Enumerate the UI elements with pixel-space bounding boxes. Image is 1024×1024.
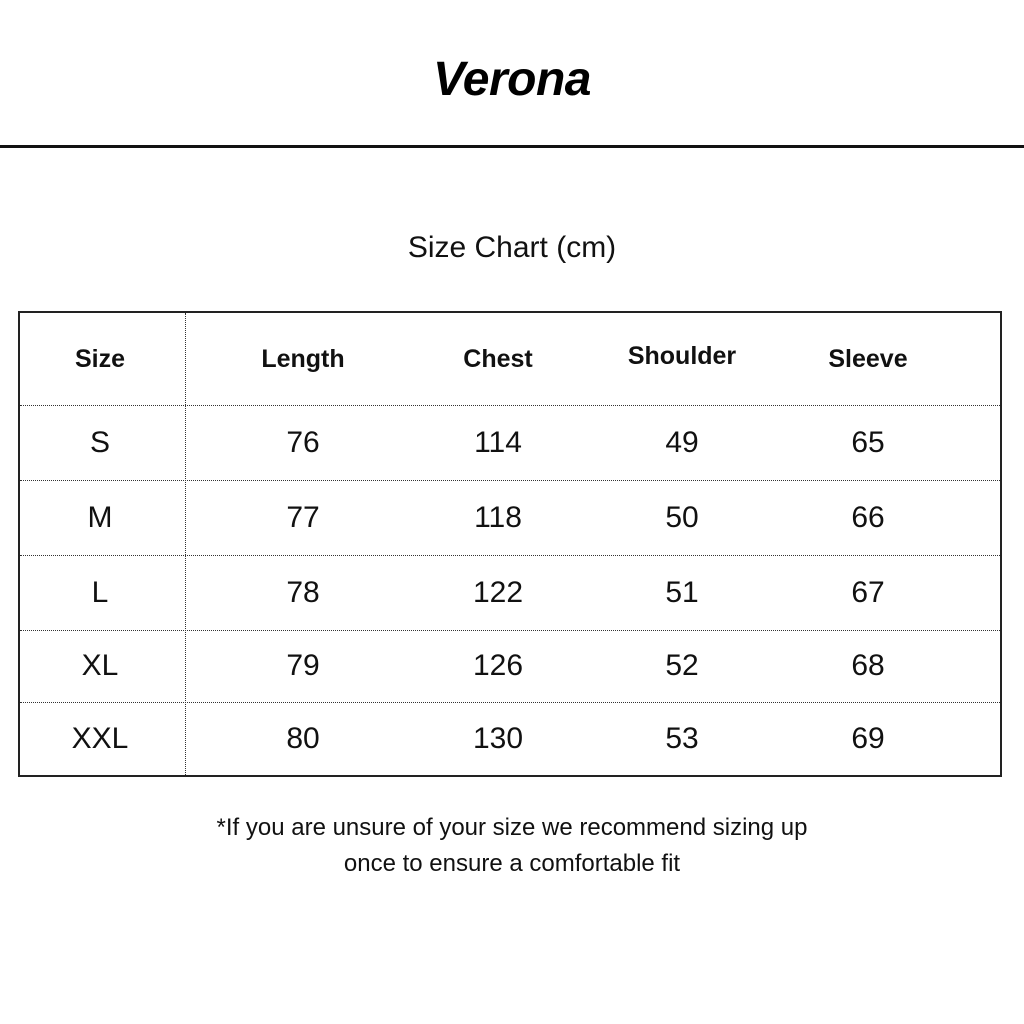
table-row bbox=[20, 702, 1000, 775]
cell-shoulder: 53 bbox=[665, 721, 699, 755]
cell-size: L bbox=[91, 575, 109, 609]
cell-shoulder: 51 bbox=[665, 575, 699, 609]
cell-length: 78 bbox=[286, 575, 320, 609]
size-chart-table bbox=[18, 311, 1002, 777]
cell-sleeve: 68 bbox=[851, 649, 885, 682]
cell-size: XL bbox=[81, 649, 119, 682]
cell-chest: 122 bbox=[472, 575, 524, 609]
cell-sleeve: 69 bbox=[851, 721, 885, 755]
cell-chest: 118 bbox=[474, 500, 522, 534]
header-shoulder: Shoulder bbox=[627, 341, 737, 370]
header-length: Length bbox=[261, 344, 345, 373]
sizing-note-line-2: once to ensure a comfortable fit bbox=[343, 850, 681, 877]
table-row bbox=[20, 405, 1000, 480]
cell-length: 79 bbox=[286, 649, 320, 682]
table-row bbox=[20, 480, 1000, 555]
header-sleeve: Sleeve bbox=[828, 344, 908, 373]
cell-sleeve: 67 bbox=[851, 575, 885, 609]
cell-sleeve: 65 bbox=[851, 425, 885, 459]
cell-shoulder: 50 bbox=[665, 500, 699, 534]
table-row bbox=[20, 630, 1000, 702]
table-header-row bbox=[20, 313, 1000, 405]
cell-chest: 130 bbox=[472, 721, 524, 755]
header-divider bbox=[0, 145, 1024, 148]
cell-chest: 126 bbox=[472, 649, 524, 682]
cell-length: 77 bbox=[286, 500, 320, 534]
cell-size: S bbox=[89, 425, 110, 459]
cell-size: XXL bbox=[71, 721, 129, 755]
cell-sleeve: 66 bbox=[851, 500, 885, 534]
sizing-note bbox=[0, 810, 1024, 882]
size-chart-title: Size Chart (cm) bbox=[407, 231, 617, 264]
header-size: Size bbox=[74, 344, 126, 373]
header-chest: Chest bbox=[463, 344, 533, 373]
sizing-note-line-1: *If you are unsure of your size we recommend sizing up bbox=[216, 814, 808, 841]
cell-shoulder: 52 bbox=[665, 649, 699, 682]
brand-logo: Verona bbox=[433, 53, 591, 106]
cell-shoulder: 49 bbox=[665, 425, 699, 459]
cell-chest: 114 bbox=[474, 425, 522, 459]
cell-length: 80 bbox=[286, 721, 320, 755]
cell-length: 76 bbox=[286, 425, 320, 459]
table-row bbox=[20, 555, 1000, 630]
cell-size: M bbox=[87, 500, 113, 534]
